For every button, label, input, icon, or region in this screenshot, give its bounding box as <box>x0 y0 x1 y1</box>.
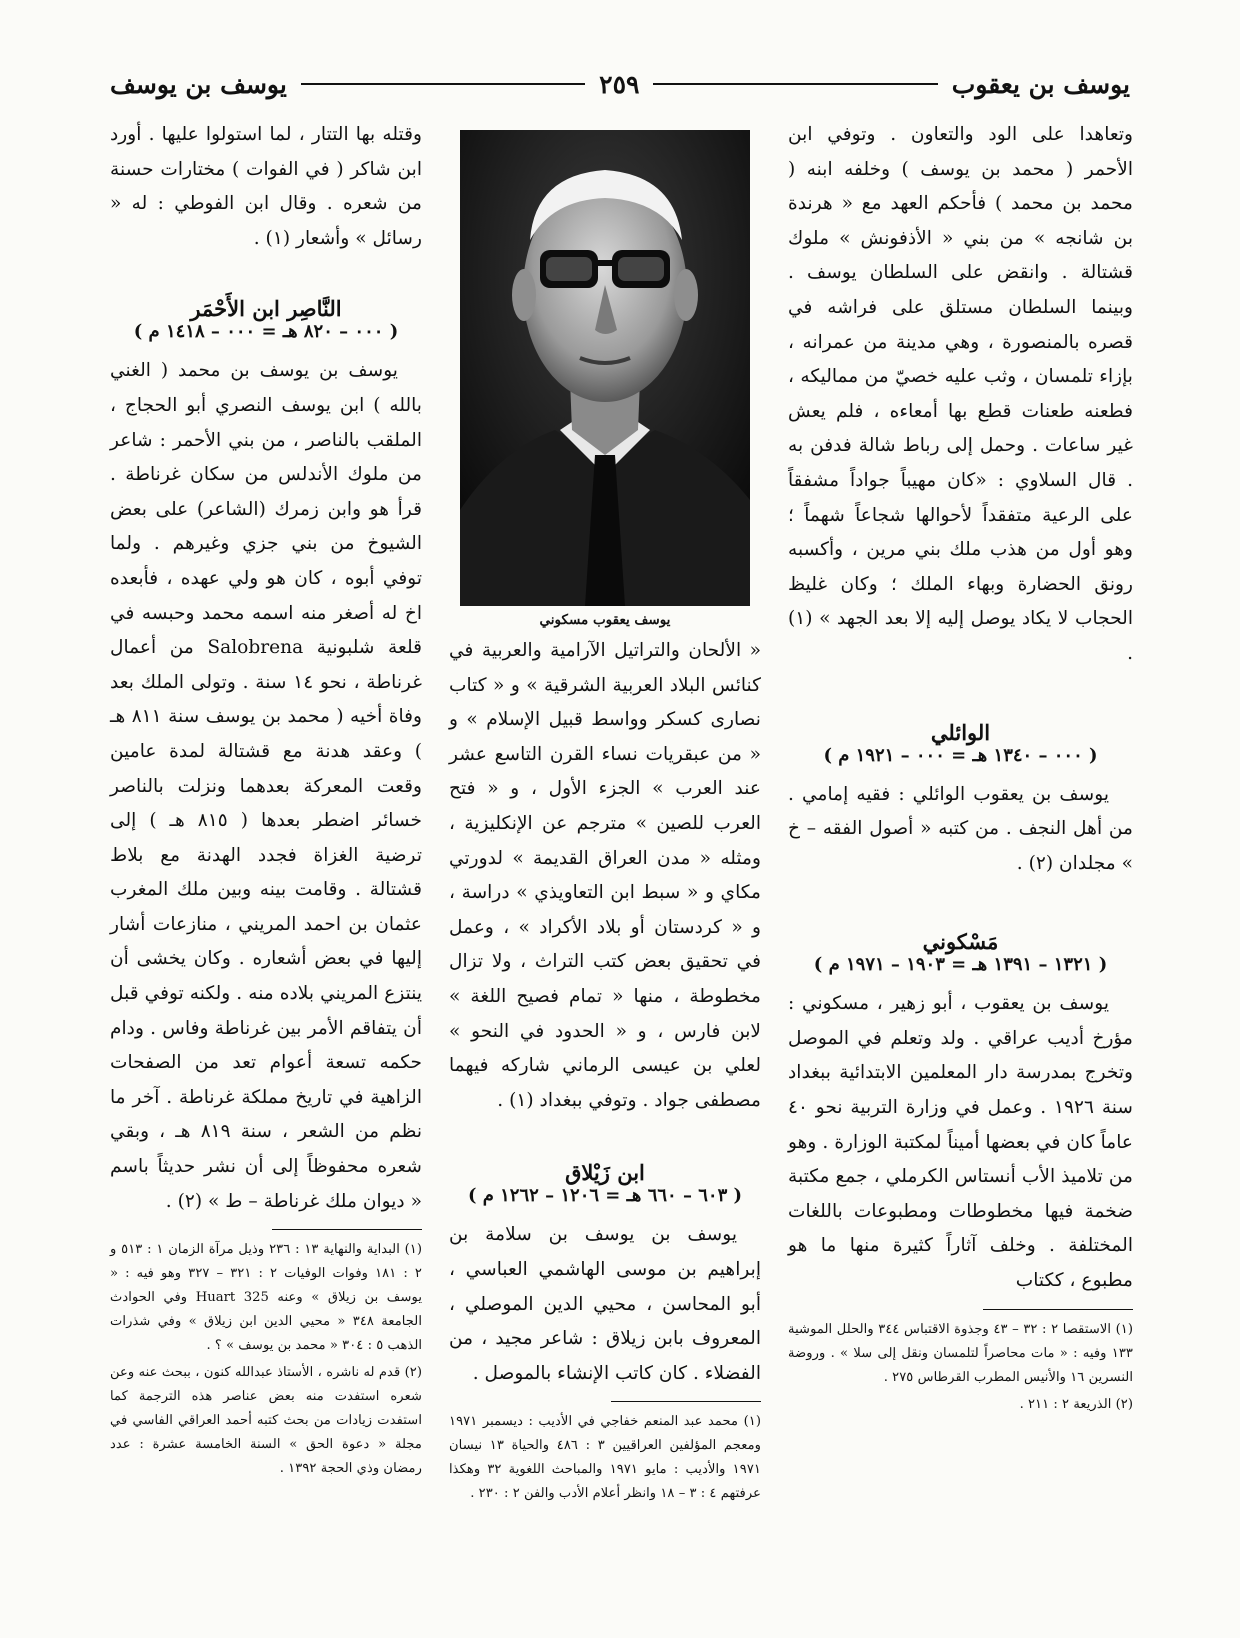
footnote-1: (١) الاستقصا ٢ : ٣٢ – ٤٣ وجذوة الاقتباس ٣٤٤ والحلل الموشية ١٣٣ وفيه : « مات محاصراً لتلمسان ونقل إلى سلا » . وروضة النسرين ١٦ والأنيس المطرب القرطاس ٢٧٥ . <box>788 1321 1133 1385</box>
entry-text-nasir: يوسف بن يوسف بن محمد ( الغني بالله ) ابن يوسف النصري أبو الحجاج ، الملقب بالناصر ، من بني الأحمر : شاعر من ملوك الأندلس من سكان غرناطة . قرأ هو وابن زمرك (الشاعر) على بعض الشيوخ من بني جزي وغيرهم . ولما توفي أبوه ، كان هو ولي عهده ، فأبعده اخ له أصغر منه اسمه محمد وحبسه في قلعة شلبونية Salobrena من أعمال غرناطة ، نحو ١٤ سنة . وتولى الملك بعد وفاة أخيه ( محمد بن يوسف سنة ٨١١ هـ ) وعقد هدنة مع قشتالة لمدة عامين وقعت المعركة بعدهما ونزلت بالناصر خسائر اضطر بعدها ( ٨١٥ هـ ) إلى ترضية الغزاة فجدد الهدنة مع بلاط قشتالة . وقامت بينه وبين ملك المغرب عثمان بن احمد المريني ، منازعات أشار إليها في بعض أشعاره . وكان يخشى أن ينتزع المريني بلاده منه . ولكنه توفي قبل أن يتفاقم الأمر بين غرناطة وفاس . ودام حكمه تسعة أعوام تعد من الصفحات الزاهية في تاريخ مملكة غرناطة . آخر ما نظم من الشعر ، سنة ٨١٩ هـ ، وبقي شعره محفوظاً إلى أن نشر حديثاً باسم « ديوان ملك غرناطة – ط » (٢) . <box>110 360 422 1212</box>
footnote-2: (٢) قدم له ناشره ، الأستاذ عبدالله كنون ، ببحث عنه وعن شعره استفدت منه بعض عناصر هذه الترجمة كما استفدت زيادات من بحث كتبه أحمد العراقي الفاسي في مجلة « دعوة الحق » السنة الخامسة عشرة : عدد رمضان وذي الحجة ١٣٩٢ . <box>110 1365 422 1477</box>
footnote-1: (١) البداية والنهاية ١٣ : ٢٣٦ وذيل مرآة الزمان ١ : ٥١٣ و ٢ : ١٨١ وفوات الوفيات ٢ : ٣٢١ – ٣٢٧ وهو فيه : « يوسف بن زيلاق » وعنه Huart 325 وفي الحوادث الجامعة ٣٤٨ « محيي الدين ابن زيلاق » وفي شذرات الذهب ٥ : ٣٠٤ « محمد بن يوسف » ؟ . <box>110 1242 423 1354</box>
photo-caption: يوسف يعقوب مسكوني <box>539 612 671 628</box>
left-column <box>110 118 422 1481</box>
entry-continuation-text: وتعاهدا على الود والتعاون . وتوفي ابن الأحمر ( محمد بن يوسف ) وخلفه ابنه ( محمد بن محمد ) فأحكم العهد مع « هرندة بن شانجه » من بني « الأذفونش » ملوك قشتالة . وانقض على السلطان يوسف . وبينما السلطان مستلق على فراشه في قصره بالمنصورة ، وهي مدينة من عمرانه ، بإزاء تلمسان ، وثب عليه خصيّ من مماليكه ، فطعنه طعنات قطع بها أمعاءه ، فلم يعش غير ساعات . وحمل إلى رباط شالة فدفن به . قال السلاوي : «كان مهيباً جواداً مشفقاً على الرعية متفقداً لأحوالها شجاعاً شهماً ؛ وهو أول من هذب ملك بني مرين ، وأكسبه رونق الحضارة وبهاء الملك ؛ وكان غليظ الحجاب لا يكاد يوصل إليه إلا بعد الجهد » (١) . <box>788 124 1133 664</box>
entry-title-zaylaq: ابن زَيْلاق <box>565 1160 645 1186</box>
footnote-rule <box>272 1229 422 1230</box>
footnote-2: (٢) الذريعة ٢ : ٢١١ . <box>1019 1396 1133 1412</box>
entry-dates-zaylaq: ( ٦٠٣ – ٦٦٠ هـ = ١٢٠٦ – ١٢٦٢ م ) <box>467 1185 743 1207</box>
header-rule-left <box>301 83 585 85</box>
entry-zaylaq-continued: وقتله بها التتار ، لما استولوا عليها . أورد ابن شاكر ( في الفوات ) مختارات حسنة من شعره . وقال ابن الفوطي : له « رسائل » وأشعار (١) . <box>110 124 422 249</box>
portrait-illustration <box>460 130 750 606</box>
entry-dates-nasir: ( ٠٠٠ – ٨٢٠ هـ = ٠٠٠ – ١٤١٨ م ) <box>133 321 399 343</box>
footnote-1: (١) محمد عبد المنعم خفاجي في الأديب : ديسمبر ١٩٧١ ومعجم المؤلفين العراقيين ٣ : ٤٨٦ والحياة ١٣ نيسان ١٩٧١ والأديب : مايو ١٩٧١ والمباحث اللغوية ٣٢ وهكذا عرفتهم ٤ : ٣ – ١٨ وانظر أعلام الأدب والفن ٢ : ٢٣٠ . <box>449 1414 762 1502</box>
entry-text-maskuni: يوسف بن يعقوب ، أبو زهير ، مسكوني : مؤرخ أديب عراقي . ولد وتعلم في الموصل وتخرج بمدرسة دار المعلمين الابتدائية ببغداد سنة ١٩٢٦ . وعمل في وزارة التربية نحو ٤٠ عاماً كان في بعضها أميناً لمكتبة الوزارة . وهو من تلاميذ الأب أنستاس الكرملي ، جمع مكتبة ضخمة فيها مخطوطات ومطبوعات باللغات المختلفة . وخلف آثاراً كثيرة منها ما هو مطبوع ، ككتاب <box>788 993 1133 1292</box>
portrait-photo <box>460 130 750 606</box>
entry-maskuni-continued: « الألحان والتراتيل الآرامية والعربية في كنائس البلاد العربية الشرقية » و « كتاب نصارى كسكر وواسط قبيل الإسلام » و « من عبقريات نساء القرن التاسع عشر عند العرب » الجزء الأول ، و « فتح العرب للصين » مترجم عن الإنكليزية ، ومثله « مدن العراق القديمة » لدورتي مكاي و « سبط ابن التعاويذي » دراسة ، و « كردستان أو بلاد الأكراد » ، وعمل في تحقيق بعض كتب التراث ، ولا تزال مخطوطة ، منها « تمام فصيح اللغة » لابن فارس ، و « الحدود في النحو » لعلي بن عيسى الرماني شاركه فيهما مصطفى جواد . وتوفي ببغداد (١) . <box>449 640 761 1111</box>
footnote-rule <box>611 1401 761 1402</box>
middle-column <box>449 118 761 1506</box>
header-right-title: يوسف بن يعقوب <box>951 69 1130 99</box>
header-rule-right <box>653 83 937 85</box>
running-header <box>110 64 1130 104</box>
footnote-rule <box>983 1309 1133 1310</box>
entry-dates-waili: ( ٠٠٠ – ١٣٤٠ هـ = ٠٠٠ – ١٩٢١ م ) <box>823 744 1098 766</box>
entry-title-maskuni: مَسْكوني <box>922 929 999 955</box>
page-number: ٢٥٩ <box>599 69 640 99</box>
entry-title-waili: الوائلي <box>930 719 991 745</box>
entry-dates-maskuni: ( ١٣٢١ – ١٣٩١ هـ = ١٩٠٣ – ١٩٧١ م ) <box>813 954 1108 976</box>
right-column <box>788 118 1133 1417</box>
entry-text-waili: يوسف بن يعقوب الوائلي : فقيه إمامي . من أهل النجف . من كتبه « أصول الفقه – خ » مجلدان (٢) . <box>788 783 1133 874</box>
entry-text-zaylaq: يوسف بن يوسف بن سلامة بن إبراهيم بن موسى الهاشمي العباسي ، أبو المحاسن ، محيي الدين الموصلي ، المعروف بابن زيلاق : شاعر مجيد ، من الفضلاء . كان كاتب الإنشاء بالموصل . <box>449 1224 761 1384</box>
entry-title-nasir: النَّاصِر ابن الأَحْمَر <box>190 296 342 322</box>
header-left-title: يوسف بن يوسف <box>110 69 287 99</box>
